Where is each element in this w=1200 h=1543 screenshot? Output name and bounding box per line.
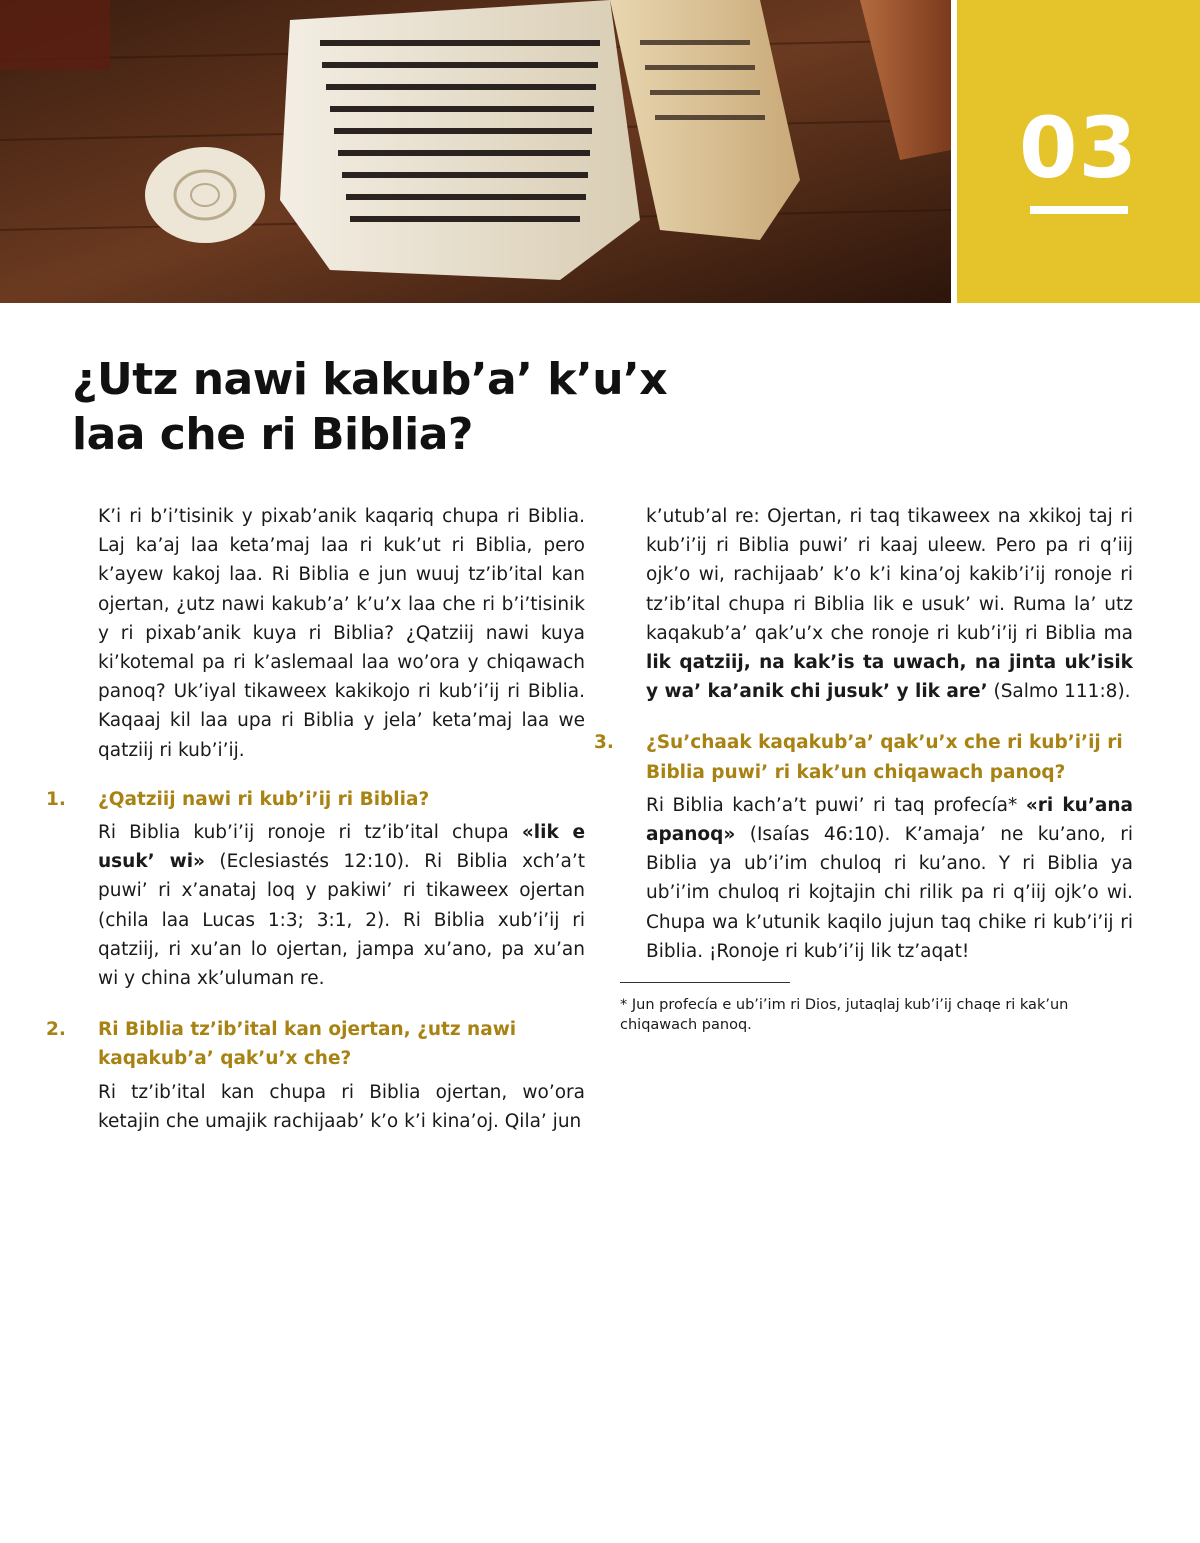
question-2-text: Ri Biblia tz’ib’ital kan ojertan, ¿utz nawi kaqakub’a’ qak’u’x che? <box>98 1019 517 1070</box>
question-3-heading <box>594 728 1133 786</box>
footnote-divider <box>620 982 790 983</box>
question-2-answer-continued <box>620 502 1133 706</box>
question-2-answer-text: k’utub’al re: Ojertan, ri taq tikaweex na xkikoj taj ri kub’i’ij ri Biblia puwi’ ri kaaj uleew. Pero pa ri q’iij ojk’o wi, rachijaab’ k’o k’i kina’oj kakib’i’ij ronoje ri tz’ib’ital chupa ri Biblia lik e usuk’ wi. Ruma la’ utz kaqakub’a’ qak’u’x che ronoje ri kub’i’ij ri Biblia ma <box>646 506 1133 644</box>
question-1-answer-rest: (Eclesiastés 12:10). Ri Biblia xch’a’t puwi’ ri x’anataj loq y pakiwi’ ri tikaweex ojertan (chila laa Lucas 1:3; 3:1, 2). Ri Biblia xub’i’ij ri qatziij, ri xu’an lo ojertan, jampa xu’ano, pa xu’an wi y china xk’uluman re. <box>98 851 586 990</box>
header-photo <box>0 0 951 303</box>
question-1-answer <box>72 818 585 993</box>
page-title-line1: ¿Utz nawi kakub’a’ k’u’x <box>72 354 668 405</box>
left-column <box>46 502 586 1136</box>
page-title <box>72 352 772 462</box>
question-3-quote: «ri ku’ana apanoq» <box>646 794 1134 846</box>
scroll-illustration <box>0 0 951 303</box>
question-2-heading <box>46 1015 585 1073</box>
lesson-number: 03 <box>1019 99 1138 197</box>
question-1-number: 1. <box>46 788 66 810</box>
question-2-quote: lik qatziij, na kak’is ta uwach, na jinta uk’isik y wa’ ka’anik chi jusuk’ y lik are’ <box>646 652 1133 703</box>
page-title-line2: laa che ri Biblia? <box>72 409 473 460</box>
question-3-number: 3. <box>594 732 614 754</box>
question-3-text: ¿Su’chaak kaqakub’a’ qak’u’x che ri kub’i’ij ri Biblia puwi’ ri kak’un chiqawach panoq? <box>646 732 1123 783</box>
question-2-number: 2. <box>46 1019 66 1041</box>
question-3-answer <box>620 791 1133 966</box>
question-2-answer-rest: (Salmo 111:8). <box>987 681 1131 703</box>
footnote: * Jun profecía e ub’i’im ri Dios, jutaqlaj kub’i’ij chaqe ri kak’un chiqawach panoq. <box>620 997 1069 1034</box>
lesson-number-underline <box>1030 206 1128 214</box>
intro-paragraph: K’i ri b’i’tisinik y pixab’anik kaqariq chupa ri Biblia. Laj ka’aj laa keta’maj laa ri kuk’ut ri Biblia, pero k’ayew kakoj laa. Ri Biblia e jun wuuj tz’ib’ital kan ojertan, ¿utz nawi kakub’a’ k’u’x laa che ri b’i’tisinik y ri pixab’anik kuya ri Biblia? ¿Qatziij nawi kuya ki’kotemal pa ri k’aslemaal laa wo’ora y chiqawach panoq? Uk’iyal tikaweex kakikojo ri kub’i’ij ri Biblia. Kaqaaj kil laa upa ri Biblia y jela’ keta’maj laa we qatziij ri kub’i’ij. <box>98 506 585 761</box>
question-2-answer-start: Ri tz’ib’ital kan chupa ri Biblia ojertan, wo’ora ketajin che umajik rachijaab’ k’o k’i kina’oj. Qila’ jun <box>98 1081 585 1132</box>
question-1-quote: «lik e usuk’ wi» <box>98 822 585 873</box>
question-3-answer-rest: (Isaías 46:10). K’amaja’ ne ku’ano, ri Biblia ya ub’i’im chuloq ri ku’ano. Y ri Biblia ya ub’i’im chuloq ri kojtajin chi rilik pa ri q’iij ojk’o wi. Chupa wa k’utunik kaqilo jujun taq chike ri kub’i’ij ri Biblia. ¡Ronoje ri kub’i’ij lik tz’aqat! <box>646 824 1133 962</box>
question-1-text: ¿Qatziij nawi ri kub’i’ij ri Biblia? <box>98 788 430 810</box>
question-1-heading <box>46 785 585 814</box>
lesson-badge <box>957 0 1200 303</box>
right-column <box>594 502 1134 1035</box>
question-1-answer-text: Ri Biblia kub’i’ij ronoje ri tz’ib’ital chupa <box>98 822 522 844</box>
question-3-answer-text: Ri Biblia kach’a’t puwi’ ri taq profecía* <box>646 794 1026 816</box>
